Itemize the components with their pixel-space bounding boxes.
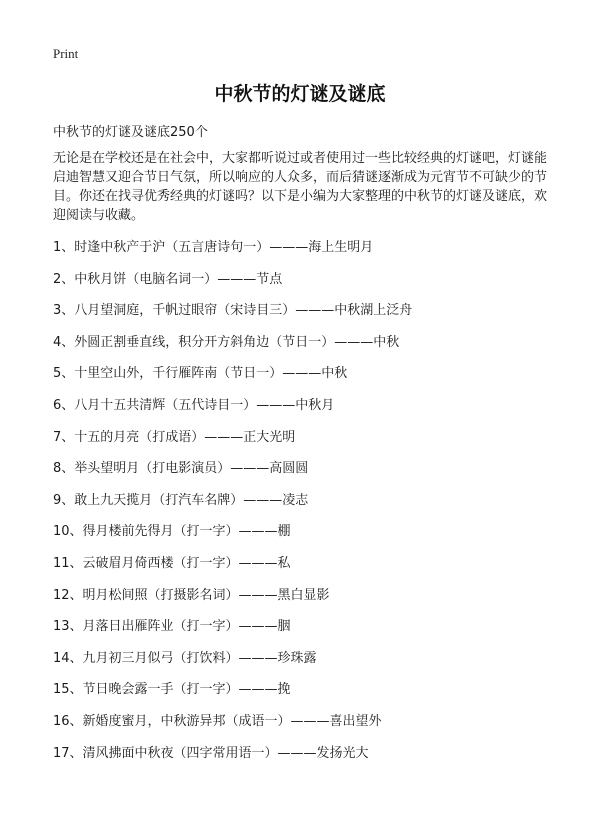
intro-paragraph: 无论是在学校还是在社会中，大家都听说过或者使用过一些比较经典的灯谜吧，灯谜能启迪智慧又迎合节日气氛，所以响应的人众多，而后猜谜逐渐成为元宵节不可缺少的节目。你还在找寻优秀经典的灯谜吗？以下是小编为大家整理的中秋节的灯谜及谜底，欢迎阅读与收藏。 — [53, 151, 548, 223]
riddle-item: 4、外圆正割垂直线，积分开方斜角边（节日一）———中秋 — [53, 334, 400, 350]
riddle-item: 9、敢上九天揽月（打汽车名牌）———凌志 — [53, 492, 309, 508]
riddle-item: 14、九月初三月似弓（打饮料）———珍珠露 — [53, 650, 317, 666]
riddle-item: 1、时逢中秋产于沪（五言唐诗句一）———海上生明月 — [53, 240, 374, 255]
riddle-item: 15、节日晚会露一手（打一字）———挽 — [53, 682, 291, 698]
subtitle: 中秋节的灯谜及谜底250个 — [53, 125, 208, 140]
riddle-item: 3、八月望洞庭，千帆过眼帘（宋诗目三）———中秋湖上泛舟 — [53, 303, 413, 319]
riddle-item: 6、八月十五共清辉（五代诗目一）———中秋月 — [53, 397, 335, 413]
riddle-item: 12、明月松间照（打摄影名词）———黑白显影 — [53, 587, 330, 603]
riddle-item: 2、中秋月饼（电脑名词一）———节点 — [53, 271, 283, 287]
riddle-item: 7、十五的月亮（打成语）———正大光明 — [53, 429, 296, 445]
riddle-item: 5、十里空山外，千行雁阵南（节日一）———中秋 — [53, 366, 348, 382]
riddle-item: 8、举头望明月（打电影演员）———高圆圆 — [53, 461, 309, 477]
page-title: 中秋节的灯谜及谜底 — [214, 83, 386, 105]
print-link[interactable]: Print — [53, 46, 79, 61]
riddle-list — [53, 232, 573, 769]
riddle-item: 10、得月楼前先得月（打一字）———棚 — [53, 524, 291, 540]
riddle-item: 11、云破眉月倚西楼（打一字）———私 — [53, 555, 291, 571]
riddle-item: 16、新婚度蜜月，中秋游异邦（成语一）———喜出望外 — [53, 713, 382, 729]
riddle-item: 17、清风拂面中秋夜（四字常用语一）———发扬光大 — [53, 745, 369, 761]
riddle-item: 13、月落日出雁阵业（打一字）———胭 — [53, 619, 291, 635]
